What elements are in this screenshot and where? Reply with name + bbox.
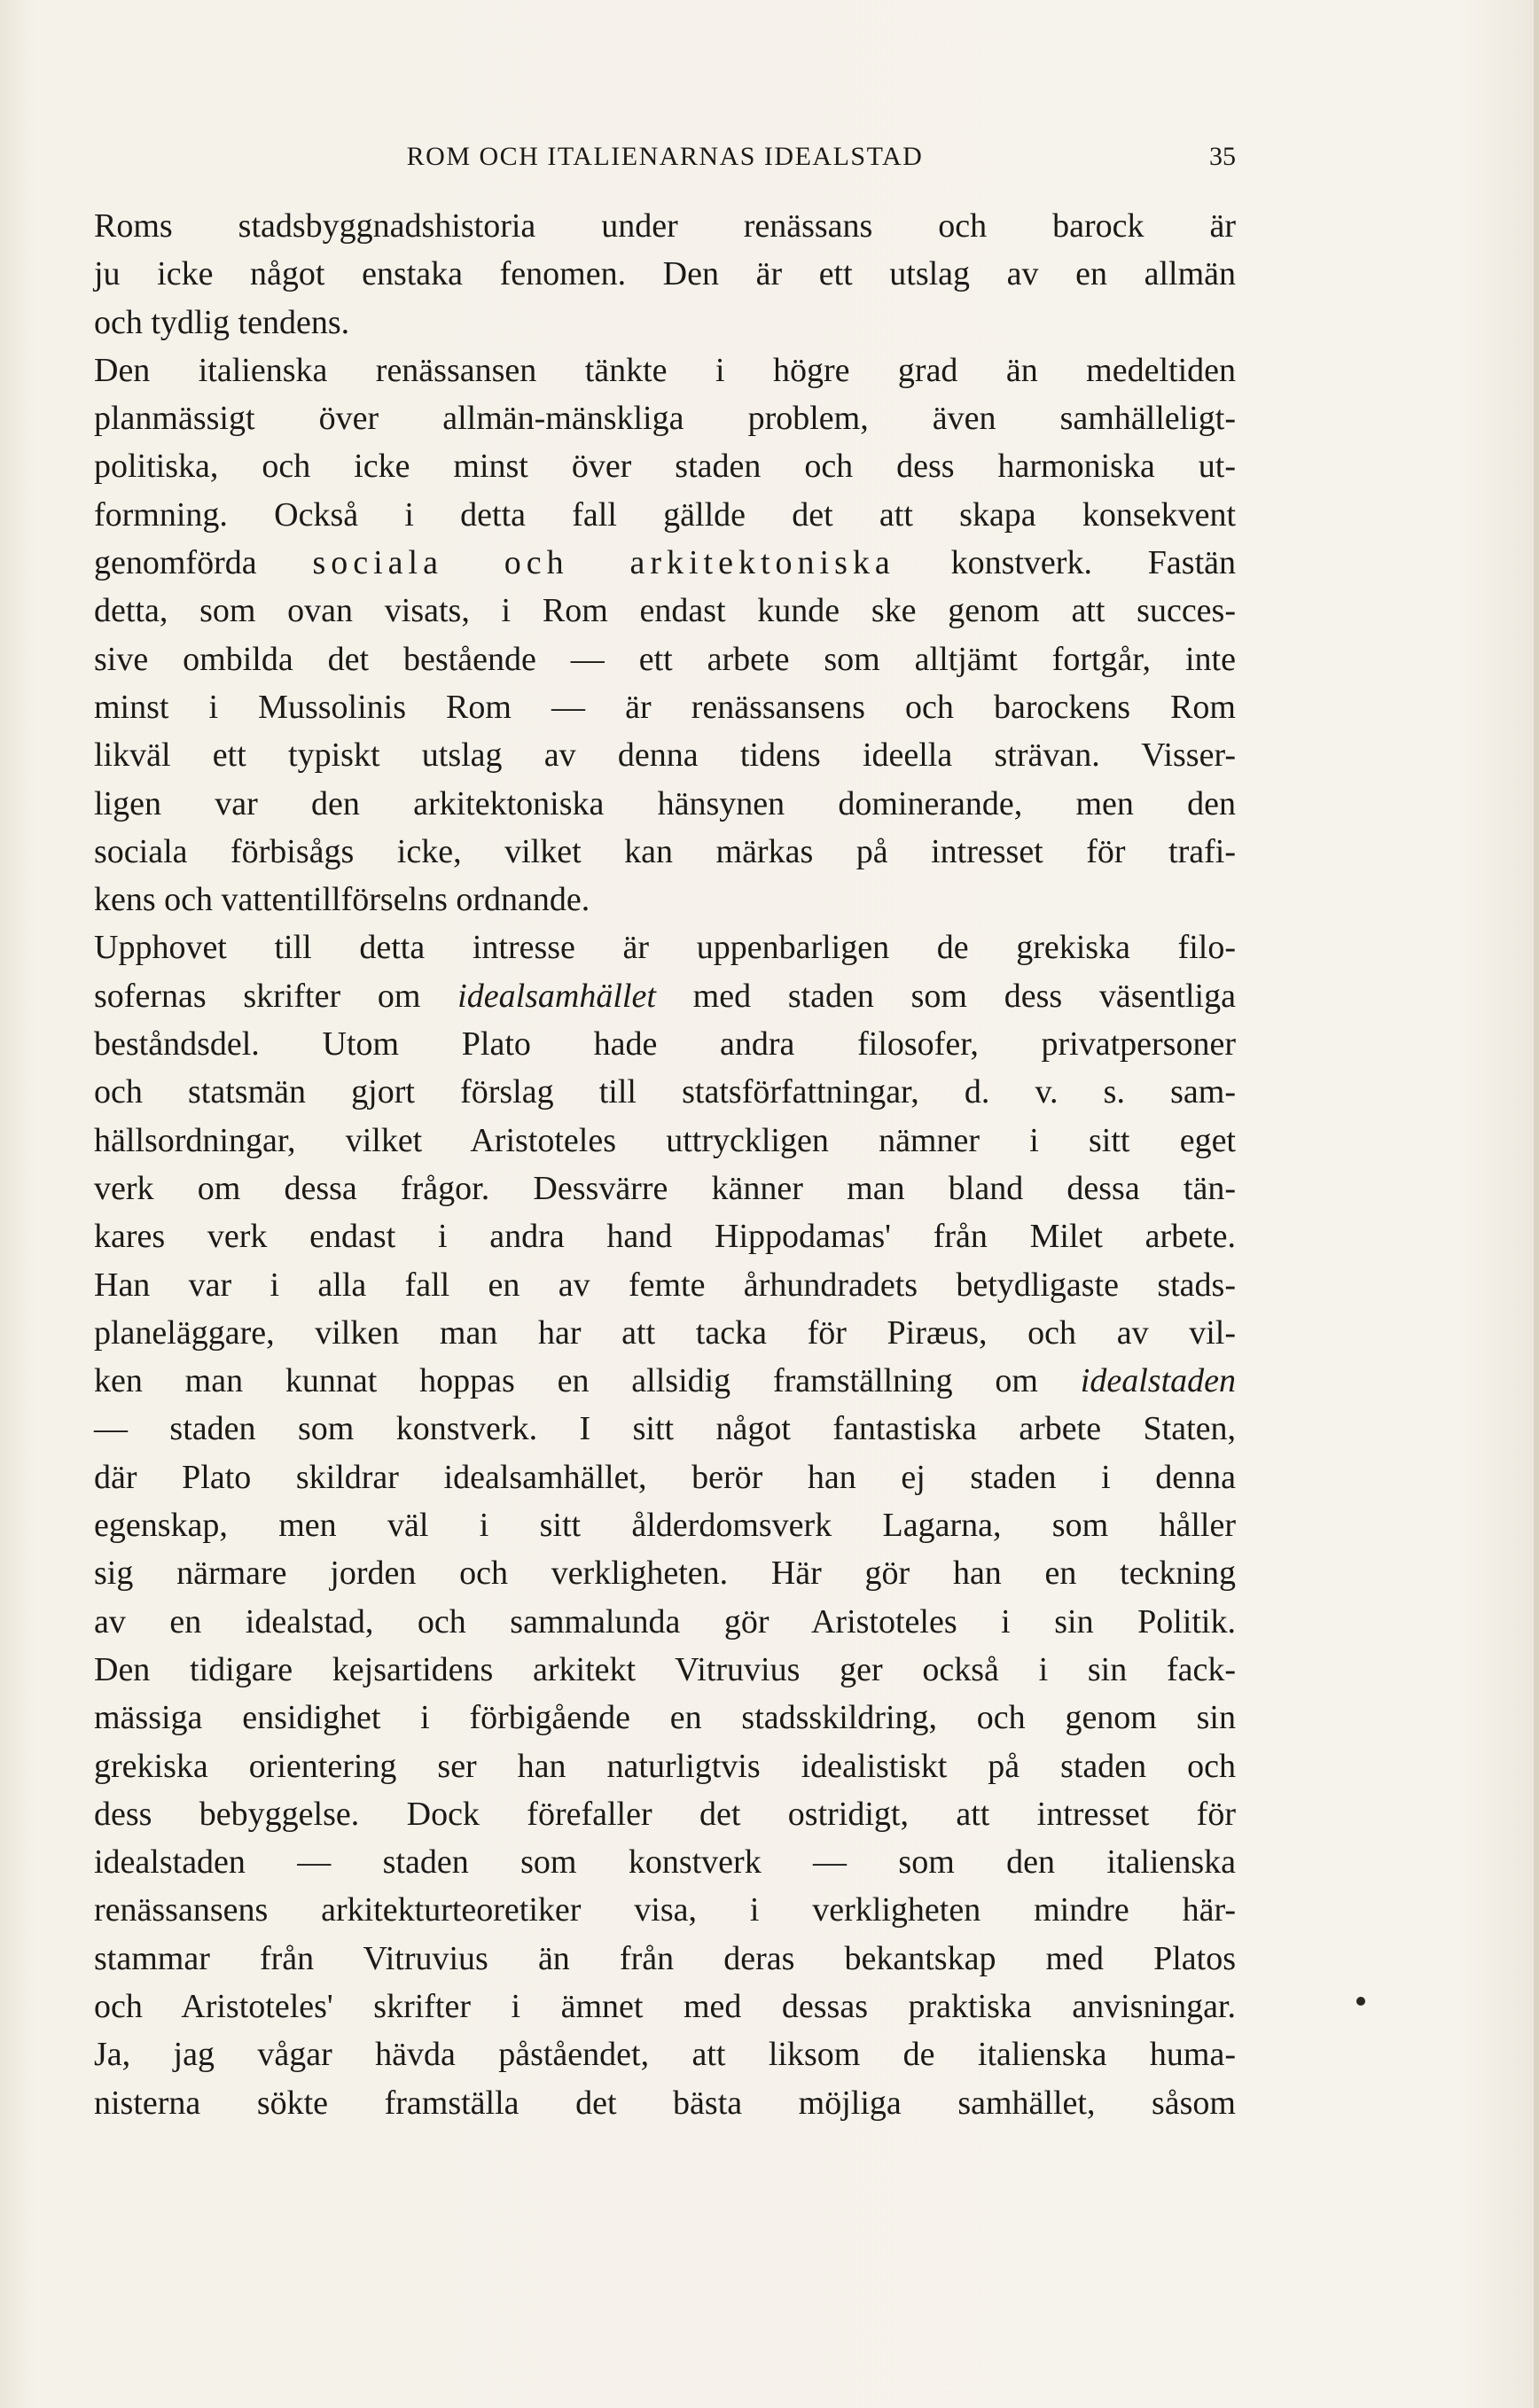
text-line: [94, 539, 1236, 587]
text-line: Han var i alla fall en av femte århundradets betydligaste stads-: [94, 1266, 1236, 1304]
text-line: Den italienska renässansen tänkte i högre grad än medeltiden: [94, 351, 1236, 389]
text-line: idealstaden — staden som konstverk — som den italienska: [94, 1843, 1236, 1882]
text-line: sociala förbisågs icke, vilket kan märkas på intresset för trafi-: [94, 832, 1236, 870]
paragraph-1: [94, 202, 1236, 347]
text-line: renässansens arkitekturteoretiker visa, i verkligheten mindre här-: [94, 1891, 1236, 1929]
paragraph-3: [94, 923, 1236, 2126]
text-line: där Plato skildrar idealsamhället, berör han ej staden i denna: [94, 1458, 1236, 1496]
text-line: beståndsdel. Utom Plato hade andra filosofer, privatpersoner: [94, 1025, 1236, 1064]
body-text: [94, 202, 1236, 2127]
text-line: verk om dessa frågor. Dessvärre känner man bland dessa tän-: [94, 1169, 1236, 1207]
text-line: och Aristoteles' skrifter i ämnet med dessas praktiska anvisningar.: [94, 1987, 1236, 2025]
text-line: Upphovet till detta intresse är uppenbarligen de grekiska filo-: [94, 929, 1236, 967]
page-number: 35: [1209, 142, 1236, 171]
text-run: ken man kunnat hoppas en allsidig framställning om: [94, 1362, 1081, 1400]
text-line: och tydlig tendens.: [94, 303, 350, 341]
text-line: egenskap, men väl i sitt ålderdomsverk Lagarna, som håller: [94, 1507, 1236, 1545]
text-run: med staden som dess väsentliga: [655, 977, 1236, 1015]
text-line: ju icke något enstaka fenomen. Den är ett utslag av en allmän: [94, 255, 1236, 293]
text-run: konstverk. Fastän: [894, 544, 1236, 582]
paragraph-2: [94, 347, 1236, 924]
text-line: kens och vattentillförselns ordnande.: [94, 881, 590, 919]
running-title: ROM OCH ITALIENARNAS IDEALSTAD: [406, 142, 924, 171]
text-line: ligen var den arkitektoniska hänsynen dominerande, men den: [94, 784, 1236, 822]
text-line: nisterna sökte framställa det bästa möjliga samhället, såsom: [94, 2084, 1236, 2122]
scan-edge: [1534, 0, 1539, 2408]
text-line: sig närmare jorden och verkligheten. Här gör han en teckning: [94, 1555, 1236, 1593]
italic-term: idealsamhället: [457, 977, 656, 1015]
text-line: detta, som ovan visats, i Rom endast kunde ske genom att succes-: [94, 592, 1236, 630]
text-run: sofernas skrifter om: [94, 977, 458, 1015]
text-line: formning. Också i detta fall gällde det att skapa konsekvent: [94, 495, 1236, 534]
text-line: mässiga ensidighet i förbigående en stadsskildring, och genom sin: [94, 1699, 1236, 1737]
text-line: [94, 1357, 1236, 1405]
text-line: stammar från Vitruvius än från deras bekantskap med Platos: [94, 1939, 1236, 1977]
text-line: och statsmän gjort förslag till statsförfattningar, d. v. s. sam-: [94, 1073, 1236, 1111]
page-header: [94, 137, 1236, 176]
text-line: av en idealstad, och sammalunda gör Aristoteles i sin Politik.: [94, 1602, 1236, 1640]
text-line: dess bebyggelse. Dock förefaller det ostridigt, att intresset för: [94, 1795, 1236, 1833]
text-run: genomförda: [94, 544, 313, 582]
text-line: Roms stadsbyggnadshistoria under renässans och barock är: [94, 207, 1236, 245]
text-line: politiska, och icke minst över staden och dess harmoniska ut-: [94, 448, 1236, 486]
text-line: minst i Mussolinis Rom — är renässansens och barockens Rom: [94, 688, 1236, 726]
text-line: hällsordningar, vilket Aristoteles uttryckligen nämner i sitt eget: [94, 1121, 1236, 1159]
text-line: — staden som konstverk. I sitt något fantastiska arbete Staten,: [94, 1410, 1236, 1448]
text-line: planeläggare, vilken man har att tacka för Piræus, och av vil-: [94, 1313, 1236, 1352]
text-line: kares verk endast i andra hand Hippodamas' från Milet arbete.: [94, 1218, 1236, 1256]
text-line: [94, 972, 1236, 1020]
text-line: Den tidigare kejsartidens arkitekt Vitruvius ger också i sin fack-: [94, 1650, 1236, 1688]
ink-speck: [1356, 1997, 1365, 2006]
italic-term: idealstaden: [1080, 1362, 1236, 1400]
spaced-emphasis: sociala och arkitektoniska: [312, 544, 895, 582]
text-line: grekiska orientering ser han naturligtvis idealistiskt på staden och: [94, 1747, 1236, 1785]
text-line: sive ombilda det bestående — ett arbete som alltjämt fortgår, inte: [94, 640, 1236, 678]
text-line: likväl ett typiskt utslag av denna tidens ideella strävan. Visser-: [94, 736, 1236, 775]
text-line: planmässigt över allmän-mänskliga problem, även samhälleligt-: [94, 400, 1236, 438]
text-line: Ja, jag vågar hävda påståendet, att liksom de italienska huma-: [94, 2036, 1236, 2074]
